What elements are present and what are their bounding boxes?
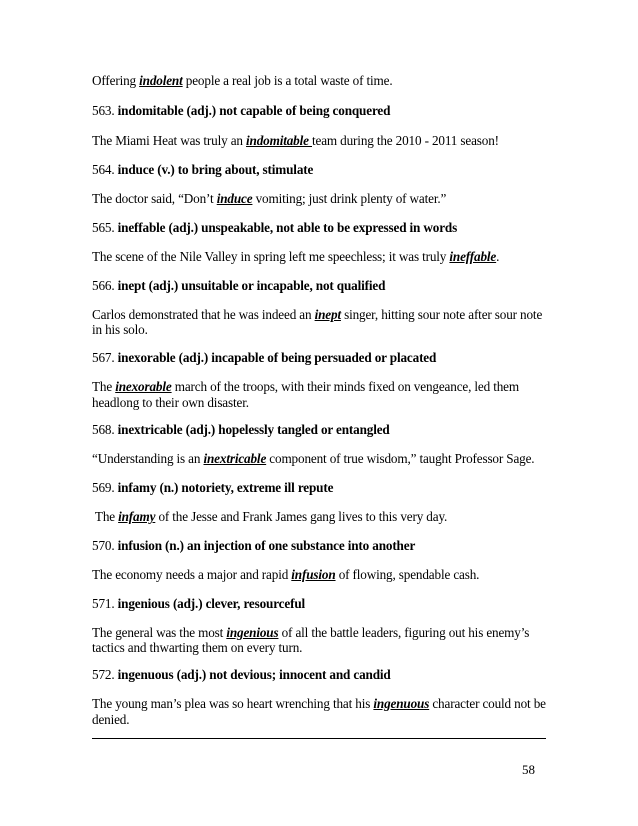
example-sentence: The doctor said, “Don’t induce vomiting; just drink plenty of water.” (92, 191, 447, 206)
keyword: indolent (139, 73, 183, 88)
vocab-term-567: 567. inexorable (adj.) incapable of being persuaded or placated (92, 350, 437, 365)
example-sentence: The general was the most ingenious of all the battle leaders, figuring out his enemy’s (92, 625, 530, 640)
vocab-term-569: 569. infamy (n.) notoriety, extreme ill repute (92, 480, 334, 495)
keyword: inept (314, 307, 341, 322)
page-number: 58 (522, 762, 535, 777)
example-sentence: Offering indolent people a real job is a total waste of time. (92, 73, 393, 88)
example-sentence-continuation: headlong to their own disaster. (92, 395, 249, 410)
vocab-term-565: 565. ineffable (adj.) unspeakable, not able to be expressed in words (92, 220, 458, 235)
example-sentence-continuation: denied. (92, 712, 130, 727)
example-sentence-continuation: tactics and thwarting them on every turn. (92, 640, 303, 655)
example-sentence: The scene of the Nile Valley in spring left me speechless; it was truly ineffable. (92, 249, 500, 264)
example-sentence-continuation: in his solo. (92, 322, 148, 337)
vocab-term-566: 566. inept (adj.) unsuitable or incapable, not qualified (92, 278, 386, 293)
keyword: induce (216, 191, 253, 206)
vocab-term-571: 571. ingenious (adj.) clever, resourceful (92, 596, 306, 611)
example-sentence: The economy needs a major and rapid infusion of flowing, spendable cash. (92, 567, 480, 582)
vocab-term-572: 572. ingenuous (adj.) not devious; innocent and candid (92, 667, 391, 682)
keyword: inexorable (115, 379, 172, 394)
example-sentence: Carlos demonstrated that he was indeed an inept singer, hitting sour note after sour note (92, 307, 543, 322)
vocab-term-570: 570. infusion (n.) an injection of one substance into another (92, 538, 416, 553)
keyword: infusion (291, 567, 336, 582)
example-sentence: “Understanding is an inextricable component of true wisdom,” taught Professor Sage. (92, 451, 535, 466)
example-sentence: The inexorable march of the troops, with their minds fixed on vengeance, led them (92, 379, 519, 394)
keyword: ingenious (226, 625, 279, 640)
vocab-term-563: 563. indomitable (adj.) not capable of being conquered (92, 103, 391, 118)
keyword: infamy (118, 509, 156, 524)
footer-rule (92, 738, 546, 739)
keyword: ineffable (449, 249, 497, 264)
keyword: inextricable (203, 451, 267, 466)
example-sentence: The Miami Heat was truly an indomitable team during the 2010 - 2011 season! (92, 133, 499, 148)
example-sentence: The infamy of the Jesse and Frank James gang lives to this very day. (92, 509, 448, 524)
example-sentence: The young man’s plea was so heart wrenching that his ingenuous character could not be (92, 696, 546, 711)
vocab-term-564: 564. induce (v.) to bring about, stimulate (92, 162, 314, 177)
vocab-term-568: 568. inextricable (adj.) hopelessly tangled or entangled (92, 422, 390, 437)
keyword: ingenuous (373, 696, 430, 711)
keyword: indomitable (246, 133, 312, 148)
